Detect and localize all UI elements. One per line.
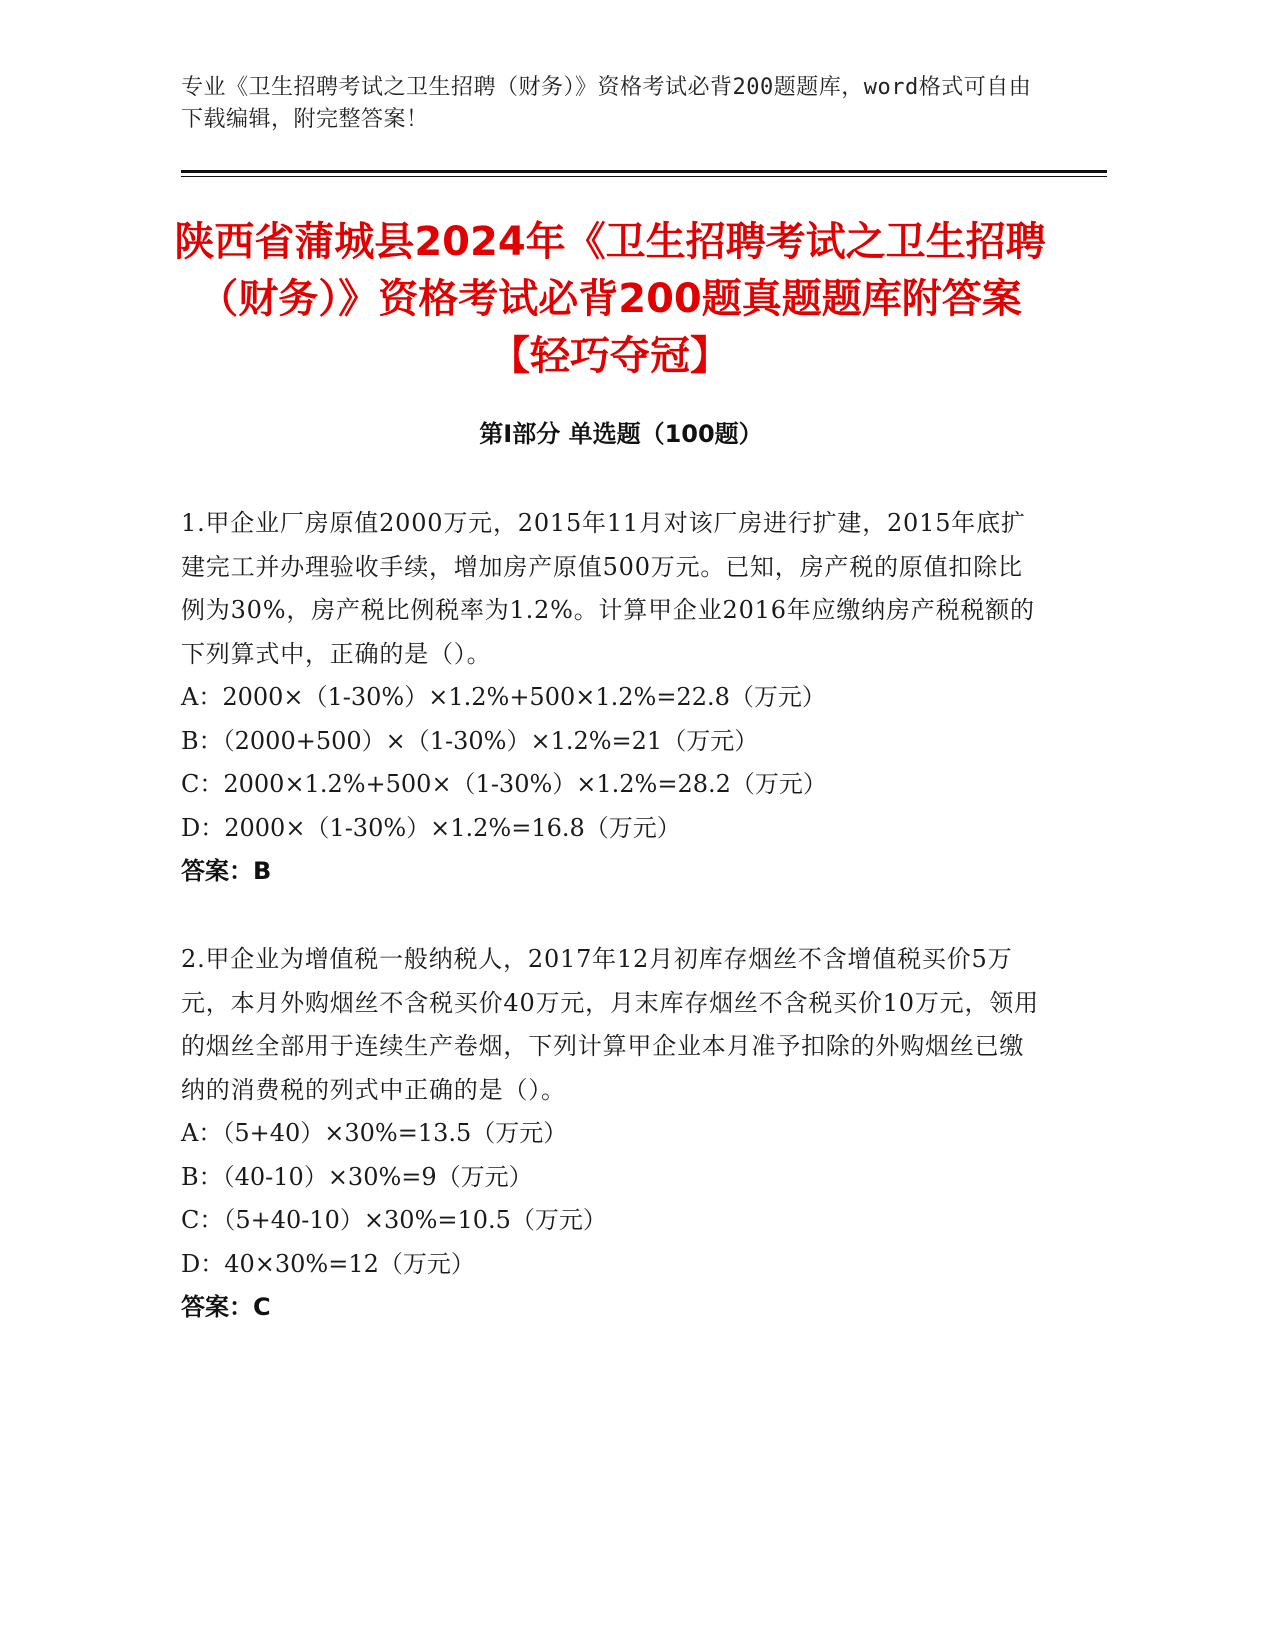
header-note: 专业《卫生招聘考试之卫生招聘（财务）》资格考试必背200题题库，word格式可自由下载编辑，附完整答案！ xyxy=(181,75,1032,132)
option-a: A：（5+40）×30%=13.5（万元） xyxy=(181,1119,568,1147)
document-title: 陕西省蒲城县2024年《卫生招聘考试之卫生招聘（财务）》资格考试必背200题真题题库附答案【轻巧夺冠】 xyxy=(174,219,1046,379)
header-divider-thick xyxy=(181,170,1107,173)
answer-line: 答案：C xyxy=(181,1293,271,1321)
option-b: B：（40-10）×30%=9（万元） xyxy=(181,1162,533,1191)
header-divider-thin xyxy=(181,176,1107,177)
section-title: 第Ⅰ部分 单选题（100题） xyxy=(479,420,763,448)
option-c: C：2000×1.2%+500×（1-30%）×1.2%=28.2（万元） xyxy=(181,770,827,798)
option-d: D：40×30%=12（万元） xyxy=(181,1249,475,1278)
question-1 xyxy=(181,502,1041,894)
question-2 xyxy=(181,938,1041,1330)
question-stem: 1.甲企业厂房原值2000万元，2015年11月对该厂房进行扩建，2015年底扩建完工并办理验收手续，增加房产原值500万元。已知，房产税的原值扣除比例为30%，房产税比例税率为1.2%。计算甲企业2016年应缴纳房产税税额的下列算式中，正确的是（）。 xyxy=(181,509,1035,668)
question-stem: 2.甲企业为增值税一般纳税人，2017年12月初库存烟丝不含增值税买价5万元，本月外购烟丝不含税买价40万元，月末库存烟丝不含税买价10万元，领用的烟丝全部用于连续生产卷烟，下列计算甲企业本月准予扣除的外购烟丝已缴纳的消费税的列式中正确的是（）。 xyxy=(181,945,1039,1104)
answer-line: 答案：B xyxy=(181,857,272,885)
option-c: C：（5+40-10）×30%=10.5（万元） xyxy=(181,1206,607,1234)
option-b: B：（2000+500）×（1-30%）×1.2%=21（万元） xyxy=(181,726,759,755)
option-a: A：2000×（1-30%）×1.2%+500×1.2%=22.8（万元） xyxy=(181,683,826,711)
option-d: D：2000×（1-30%）×1.2%=16.8（万元） xyxy=(181,813,681,842)
